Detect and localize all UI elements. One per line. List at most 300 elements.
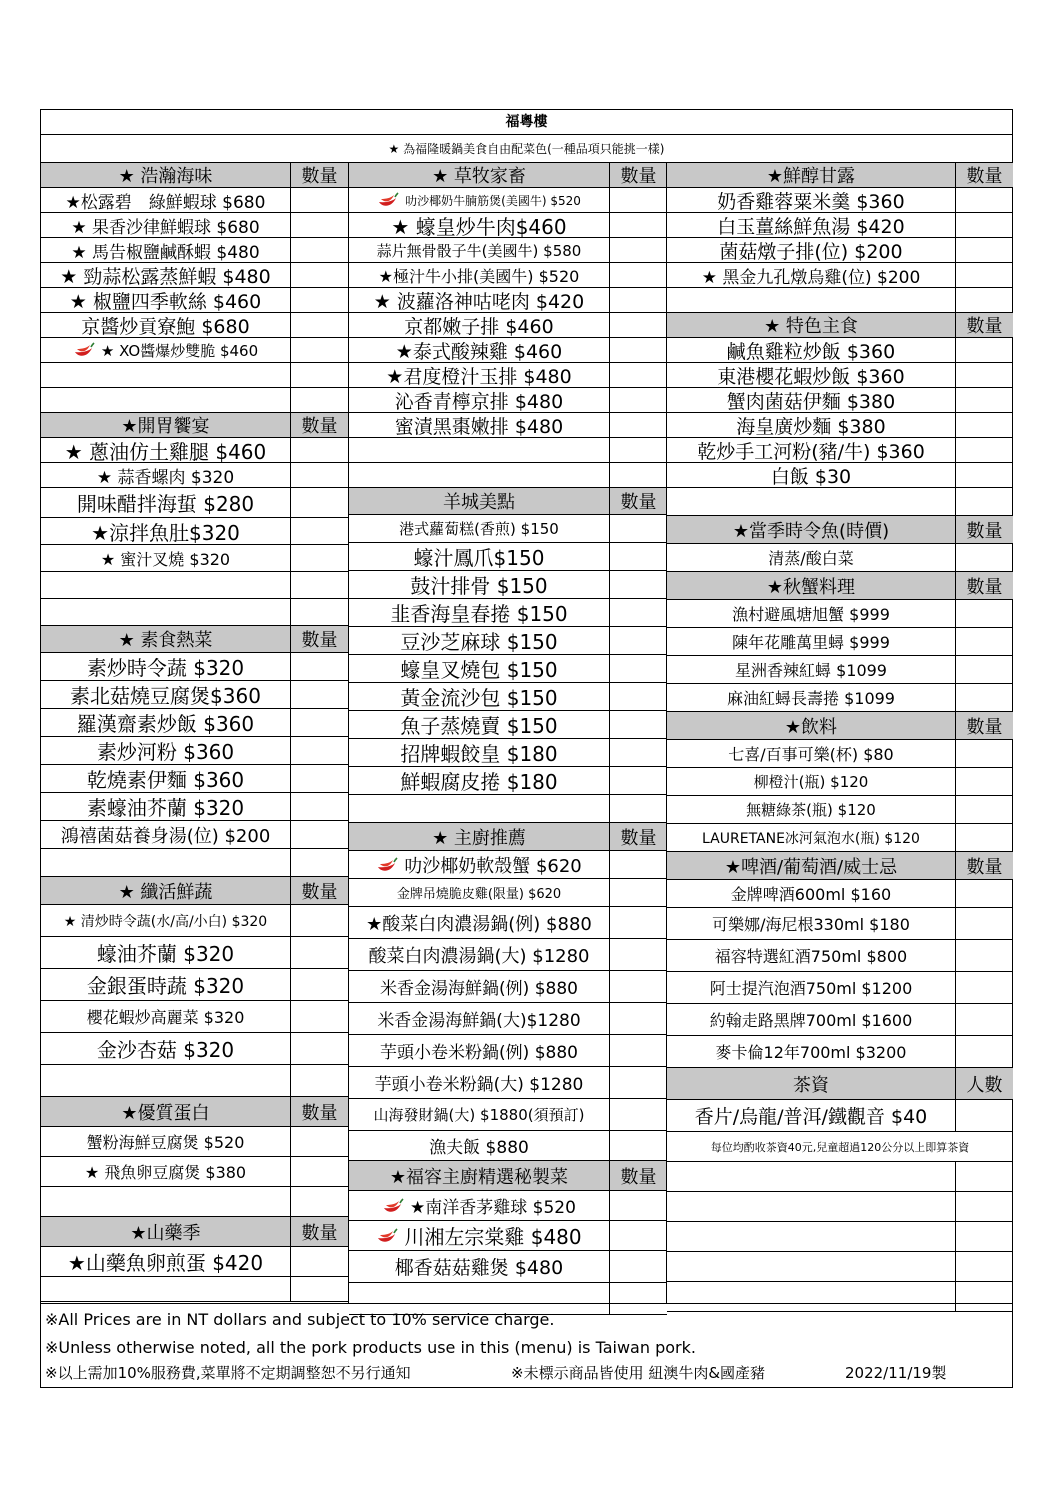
menu-item: [349, 1221, 609, 1251]
quantity-header: 數量: [290, 877, 348, 905]
quantity-field[interactable]: [290, 488, 348, 518]
menu-item: [41, 518, 290, 545]
quantity-field[interactable]: [290, 338, 348, 363]
menu-item: [667, 338, 955, 363]
quantity-field[interactable]: [290, 518, 348, 545]
quantity-field[interactable]: [955, 363, 1013, 388]
quantity-field[interactable]: [955, 544, 1013, 572]
quantity-header: 數量: [955, 572, 1013, 600]
menu-item-name: 素炒時令蔬 $320: [86, 656, 245, 680]
quantity-field[interactable]: [955, 656, 1013, 684]
section-header: [667, 572, 955, 600]
quantity-field[interactable]: [609, 238, 667, 263]
quantity-field[interactable]: [955, 1100, 1013, 1132]
quantity-field[interactable]: [609, 1003, 667, 1035]
menu-sheet: [40, 109, 1013, 1388]
quantity-field[interactable]: [609, 263, 667, 288]
quantity-field[interactable]: [609, 767, 667, 795]
quantity-header: 數量: [955, 712, 1013, 740]
section-header-label: 羊城美點: [443, 492, 515, 513]
section-header-label: ★ 草牧家畜: [432, 166, 526, 187]
quantity-field[interactable]: [290, 238, 348, 263]
quantity-field[interactable]: [290, 313, 348, 338]
menu-item-name: 黃金流沙包 $150: [400, 686, 558, 710]
quantity-field[interactable]: [290, 905, 348, 937]
menu-item: [41, 1001, 290, 1033]
blank-row: [41, 388, 290, 413]
quantity-field[interactable]: [955, 1004, 1013, 1036]
section-header: [667, 163, 955, 188]
menu-item: [667, 413, 955, 438]
menu-item: [349, 338, 609, 363]
quantity-field[interactable]: [290, 681, 348, 709]
quantity-field[interactable]: [609, 1067, 667, 1099]
menu-item: [41, 765, 290, 793]
menu-item: [349, 543, 609, 571]
quantity-field[interactable]: [290, 263, 348, 288]
menu-item: [349, 263, 609, 288]
menu-item-name: 素北菇燒豆腐煲$360: [70, 684, 261, 708]
quantity-field[interactable]: [609, 388, 667, 413]
menu-item-name: 乾燒素伊麵 $360: [86, 768, 245, 792]
quantity-header: 數量: [955, 852, 1013, 880]
menu-item: [349, 683, 609, 711]
quantity-header: 數量: [290, 1097, 348, 1127]
menu-item: [349, 655, 609, 683]
menu-item: [667, 824, 955, 852]
menu-item-name: 叻沙椰奶牛腩筋煲(美國牛) $520: [405, 193, 581, 208]
quantity-field[interactable]: [609, 907, 667, 939]
quantity-field[interactable]: [290, 388, 348, 413]
quantity-field[interactable]: [609, 338, 667, 363]
menu-item: [349, 313, 609, 338]
menu-item: [349, 413, 609, 438]
menu-item-name: 阿士提汽泡酒750ml $1200: [709, 979, 913, 998]
section-header-label: ★啤酒/葡萄酒/威士忌: [724, 856, 898, 878]
section-header-label: ★飲料: [784, 716, 838, 738]
quantity-field[interactable]: [609, 213, 667, 238]
quantity-field[interactable]: [290, 1127, 348, 1157]
section-header-label: ★ 浩瀚海味: [118, 166, 213, 187]
section-header-label: ★ 主廚推薦: [432, 827, 526, 849]
menu-item: [667, 740, 955, 768]
menu-item: [349, 851, 609, 879]
tea-note: [667, 1132, 1013, 1162]
quantity-field[interactable]: [290, 1187, 348, 1217]
section-header-label: 茶資: [793, 1074, 829, 1096]
quantity-field[interactable]: [955, 628, 1013, 656]
quantity-field[interactable]: [609, 795, 667, 823]
quantity-header: 數量: [609, 488, 667, 515]
quantity-field[interactable]: [955, 768, 1013, 796]
menu-item: [349, 1067, 609, 1099]
section-header: [349, 1161, 609, 1191]
blank-row: [667, 1222, 955, 1252]
note-chinese: [45, 1360, 946, 1387]
quantity-field[interactable]: [609, 188, 667, 213]
quantity-field[interactable]: [290, 363, 348, 388]
blank-row: [667, 488, 955, 516]
blank-row: [667, 1192, 955, 1222]
menu-item: [667, 880, 955, 908]
quantity-field[interactable]: [290, 653, 348, 681]
quantity-field[interactable]: [609, 851, 667, 879]
menu-item: [667, 438, 955, 463]
quantity-field[interactable]: [609, 571, 667, 599]
menu-item: [667, 188, 955, 213]
menu-item-name: 鴻禧菌菇養身湯(位) $200: [60, 825, 271, 847]
menu-item: [349, 1035, 609, 1067]
quantity-field[interactable]: [290, 1157, 348, 1187]
quantity-field[interactable]: [609, 413, 667, 438]
quantity-field[interactable]: [955, 824, 1013, 852]
menu-item-name: ★ XO醬爆炒雙脆 $460: [100, 341, 259, 360]
menu-item: [349, 971, 609, 1003]
menu-item: [667, 684, 955, 712]
quantity-field[interactable]: [955, 796, 1013, 824]
menu-item-name: ★ 勁蒜松露蒸鮮蝦 $480: [60, 265, 271, 288]
quantity-field[interactable]: [609, 543, 667, 571]
menu-item-name: 米香金湯海鮮鍋(大)$1280: [377, 1011, 581, 1031]
menu-item-name: 無糖綠茶(瓶) $120: [746, 801, 876, 819]
quantity-field[interactable]: [609, 363, 667, 388]
menu-item-name: LAURETANE冰河氣泡水(瓶) $120: [702, 830, 920, 847]
quantity-field[interactable]: [609, 438, 667, 463]
quantity-field[interactable]: [290, 213, 348, 238]
menu-item: [41, 1157, 290, 1187]
menu-item: [667, 796, 955, 824]
quantity-field[interactable]: [609, 971, 667, 1003]
quantity-field[interactable]: [290, 288, 348, 313]
menu-item: [41, 263, 290, 288]
menu-item-name: 蠔油芥蘭 $320: [96, 942, 235, 966]
menu-item-name: ★ 果香沙律鮮蝦球 $680: [71, 217, 260, 238]
quantity-field[interactable]: [290, 572, 348, 599]
menu-item: [667, 972, 955, 1004]
quantity-field[interactable]: [955, 1192, 1013, 1222]
quantity-field[interactable]: [955, 1252, 1013, 1282]
quantity-field[interactable]: [290, 545, 348, 572]
quantity-field[interactable]: [609, 463, 667, 488]
menu-item: [667, 940, 955, 972]
quantity-field[interactable]: [955, 263, 1013, 288]
menu-item-name: ★ 蔥油仿土雞腿 $460: [64, 439, 267, 463]
section-header: [349, 163, 609, 188]
quantity-header: 數量: [609, 823, 667, 851]
menu-item-name: 京都嫩子排 $460: [404, 315, 554, 338]
quantity-field[interactable]: [609, 739, 667, 767]
menu-item-name: 乾炒手工河粉(豬/牛) $360: [697, 440, 925, 463]
quantity-field[interactable]: [290, 821, 348, 849]
menu-item-name: 蟹肉菌菇伊麵 $380: [726, 390, 896, 413]
note-pork-origin: ※Unless otherwise noted, all the pork products use in this (menu) is Taiwan pork.: [45, 1338, 696, 1357]
quantity-field[interactable]: [955, 600, 1013, 628]
quantity-field[interactable]: [955, 388, 1013, 413]
menu-item-name: ★ 清炒時令蔬(水/高/小白) $320: [63, 913, 268, 930]
section-header: [667, 516, 955, 544]
menu-item: [349, 939, 609, 971]
quantity-field[interactable]: [290, 599, 348, 626]
quantity-field[interactable]: [290, 849, 348, 877]
quantity-field[interactable]: [955, 288, 1013, 313]
menu-item: [667, 1100, 955, 1132]
section-header-label: ★ 素食熱菜: [118, 630, 213, 651]
menu-item: [41, 188, 290, 213]
quantity-field[interactable]: [290, 1247, 348, 1277]
menu-item: [349, 907, 609, 939]
menu-item: [349, 213, 609, 238]
menu-item: [41, 438, 290, 463]
quantity-field[interactable]: [955, 1162, 1013, 1192]
quantity-field[interactable]: [609, 515, 667, 543]
note-service-charge: ※All Prices are in NT dollars and subject to 10% service charge.: [45, 1310, 555, 1329]
quantity-field[interactable]: [290, 709, 348, 737]
menu-item: [349, 238, 609, 263]
section-header: [667, 313, 955, 338]
menu-item: [41, 905, 290, 937]
menu-item: [41, 213, 290, 238]
quantity-field[interactable]: [955, 488, 1013, 516]
menu-item-name: 豆沙芝麻球 $150: [400, 630, 558, 654]
menu-item-name: ★君度橙汁玉排 $480: [386, 365, 572, 388]
menu-item-name: 羅漢齋素炒飯 $360: [76, 712, 255, 736]
blank-row: [41, 599, 290, 626]
menu-item-name: 鼓汁排骨 $150: [410, 574, 548, 598]
menu-item-name: 港式蘿蔔糕(香煎) $150: [399, 520, 559, 538]
section-header-label: ★福容主廚精選秘製菜: [389, 1166, 569, 1188]
quantity-field[interactable]: [609, 655, 667, 683]
section-header: [667, 712, 955, 740]
section-header-label: ★秋蟹料理: [766, 576, 856, 598]
menu-item-name: 素炒河粉 $360: [96, 740, 235, 764]
quantity-field[interactable]: [955, 438, 1013, 463]
quantity-field[interactable]: [609, 1221, 667, 1251]
menu-item: [667, 908, 955, 940]
menu-item-name: 漁村避風塘旭蟹 $999: [732, 605, 890, 624]
quantity-field[interactable]: [290, 1001, 348, 1033]
menu-item: [41, 1127, 290, 1157]
menu-item-name: 韭香海皇春捲 $150: [390, 602, 568, 626]
menu-column-3: [666, 163, 1013, 1303]
footer-notes: [41, 1303, 1012, 1389]
menu-item-name: 可樂娜/海尼根330ml $180: [712, 915, 910, 934]
section-header: [349, 823, 609, 851]
quantity-field[interactable]: [955, 972, 1013, 1004]
quantity-field[interactable]: [290, 737, 348, 765]
quantity-field[interactable]: [290, 793, 348, 821]
menu-item-name: 白玉薑絲鮮魚湯 $420: [717, 215, 905, 238]
quantity-field[interactable]: [955, 684, 1013, 712]
menu-item: [349, 767, 609, 795]
menu-item-name: 開味醋拌海蜇 $280: [76, 492, 255, 516]
quantity-field[interactable]: [290, 188, 348, 213]
menu-item-name: 魚子蒸燒賣 $150: [400, 714, 558, 738]
section-header: [41, 1217, 290, 1247]
quantity-field[interactable]: [609, 599, 667, 627]
chili-pepper-icon: [73, 342, 95, 358]
quantity-field[interactable]: [955, 740, 1013, 768]
quantity-field[interactable]: [609, 1035, 667, 1067]
menu-item-name: ★ 飛魚卵豆腐煲 $380: [84, 1163, 247, 1182]
menu-item: [349, 599, 609, 627]
menu-item-name: 叻沙椰奶軟殼蟹 $620: [404, 855, 582, 877]
menu-item: [667, 1004, 955, 1036]
menu-item: [349, 571, 609, 599]
menu-item: [41, 709, 290, 737]
menu-title: 福粵樓: [41, 110, 1012, 135]
menu-column-2: [348, 163, 667, 1303]
quantity-header: 數量: [290, 626, 348, 653]
menu-item-name: ★ 椒鹽四季軟絲 $460: [69, 290, 262, 313]
menu-item: [667, 363, 955, 388]
section-header: [667, 852, 955, 880]
menu-item-name: 金銀蛋時蔬 $320: [86, 974, 245, 998]
menu-item-name: 酸菜白肉濃湯鍋(大) $1280: [368, 945, 590, 967]
menu-item-name: 海皇廣炒麵 $380: [736, 415, 886, 438]
menu-item-name: 菌菇燉子排(位) $200: [719, 240, 903, 263]
section-header-label: ★ 特色主食: [764, 316, 858, 337]
menu-item-name: 蜜漬黑棗嫩排 $480: [394, 415, 564, 438]
menu-item-name: ★ 馬告椒鹽鹹酥蝦 $480: [71, 242, 260, 263]
menu-item-name: 清蒸/酸白菜: [768, 549, 854, 568]
menu-item: [349, 1099, 609, 1131]
blank-row: [41, 1065, 290, 1097]
menu-item-name: 七喜/百事可樂(杯) $80: [728, 745, 894, 764]
quantity-header: 數量: [955, 163, 1013, 188]
menu-item-name: 星洲香辣紅蟳 $1099: [735, 661, 887, 680]
menu-item: [349, 739, 609, 767]
quantity-field[interactable]: [609, 1131, 667, 1161]
quantity-field[interactable]: [609, 1251, 667, 1283]
menu-item: [667, 656, 955, 684]
menu-item: [667, 1036, 955, 1068]
menu-item: [349, 711, 609, 739]
menu-item-name: 福容特選紅酒750ml $800: [714, 947, 908, 966]
quantity-field[interactable]: [609, 939, 667, 971]
menu-item-name: 芋頭小卷米粉鍋(大) $1280: [374, 1075, 584, 1095]
quantity-field[interactable]: [290, 1033, 348, 1065]
section-header-label: ★優質蛋白: [121, 1102, 210, 1124]
menu-item: [41, 681, 290, 709]
menu-item-name: 蠔皇叉燒包 $150: [400, 658, 558, 682]
quantity-field[interactable]: [290, 765, 348, 793]
menu-item-name: 招牌蝦餃皇 $180: [400, 742, 558, 766]
note-service-zh: ※以上需加10%服務費,菜單將不定期調整恕不另行通知: [45, 1364, 411, 1382]
menu-item: [349, 363, 609, 388]
menu-item: [667, 463, 955, 488]
quantity-field[interactable]: [609, 313, 667, 338]
menu-item-name: 蠔汁鳳爪$150: [413, 546, 545, 570]
quantity-field[interactable]: [955, 188, 1013, 213]
section-header: [41, 1097, 290, 1127]
quantity-field[interactable]: [955, 413, 1013, 438]
quantity-field[interactable]: [290, 463, 348, 488]
blank-row: [349, 463, 609, 488]
menu-item: [667, 768, 955, 796]
section-header: [41, 163, 290, 188]
quantity-field[interactable]: [955, 213, 1013, 238]
quantity-field[interactable]: [290, 438, 348, 463]
note-date: 2022/11/19製: [845, 1364, 947, 1382]
menu-item-name: 金牌啤酒600ml $160: [730, 885, 892, 904]
quantity-field[interactable]: [955, 940, 1013, 972]
quantity-field[interactable]: [609, 288, 667, 313]
menu-item: [349, 388, 609, 413]
section-header: [41, 413, 290, 438]
blank-row: [41, 1277, 290, 1302]
blank-row: [667, 1162, 955, 1192]
menu-item-name: 東港櫻花蝦炒飯 $360: [717, 365, 905, 388]
quantity-field[interactable]: [955, 1036, 1013, 1068]
menu-item-name: 蒜片無骨骰子牛(美國牛) $580: [376, 241, 582, 260]
menu-item: [41, 937, 290, 969]
section-header-label: ★ 纖活鮮蔬: [118, 881, 213, 903]
quantity-field[interactable]: [290, 1065, 348, 1097]
quantity-field[interactable]: [290, 937, 348, 969]
menu-item-name: 椰香菇菇雞煲 $480: [394, 1257, 564, 1279]
menu-item-name: 奶香雞蓉粟米羹 $360: [717, 190, 905, 213]
section-header-label: ★山藥季: [130, 1222, 201, 1244]
quantity-field[interactable]: [955, 880, 1013, 908]
section-header-label: ★當季時令魚(時價): [732, 520, 890, 542]
menu-item: [667, 213, 955, 238]
menu-column-1: [41, 163, 348, 1303]
menu-item: [667, 238, 955, 263]
menu-item-name: 麥卡倫12年700ml $3200: [715, 1043, 907, 1062]
menu-item-name: ★ 蒜香螺肉 $320: [96, 467, 235, 488]
quantity-field[interactable]: [609, 879, 667, 907]
menu-item-name: ★酸菜白肉濃湯鍋(例) $880: [366, 913, 592, 935]
menu-item: [667, 263, 955, 288]
menu-item-name: 約翰走路黑牌700ml $1600: [709, 1011, 913, 1030]
quantity-field[interactable]: [609, 1099, 667, 1131]
menu-item: [41, 238, 290, 263]
quantity-field[interactable]: [955, 908, 1013, 940]
blank-row: [41, 363, 290, 388]
quantity-field[interactable]: [609, 1191, 667, 1221]
note-beef-origin: ※未標示商品皆使用 紐澳牛肉&國產豬: [511, 1364, 766, 1382]
menu-item: [667, 388, 955, 413]
menu-item-name: 漁夫飯 $880: [429, 1138, 529, 1158]
menu-item-name: 金沙杏菇 $320: [96, 1038, 235, 1062]
menu-item: [41, 1033, 290, 1065]
menu-item: [41, 653, 290, 681]
quantity-field[interactable]: [290, 1277, 348, 1302]
menu-item: [41, 737, 290, 765]
quantity-field[interactable]: [955, 1222, 1013, 1252]
quantity-field[interactable]: [609, 711, 667, 739]
menu-item: [667, 600, 955, 628]
menu-item-name: ★ 黑金九孔燉烏雞(位) $200: [701, 267, 921, 288]
menu-item: [41, 463, 290, 488]
menu-item-name: ★泰式酸辣雞 $460: [395, 340, 563, 363]
quantity-field[interactable]: [955, 238, 1013, 263]
quantity-header: 數量: [609, 163, 667, 188]
quantity-field[interactable]: [290, 969, 348, 1001]
menu-item: [41, 1247, 290, 1277]
quantity-field[interactable]: [609, 683, 667, 711]
quantity-field[interactable]: [955, 463, 1013, 488]
quantity-field[interactable]: [609, 627, 667, 655]
menu-item: [349, 1251, 609, 1283]
menu-item-name: ★南洋香茅雞球 $520: [410, 1198, 576, 1218]
blank-row: [41, 849, 290, 877]
menu-item-name: 山海發財鍋(大) $1880(須預訂): [373, 1106, 585, 1124]
quantity-field[interactable]: [955, 338, 1013, 363]
menu-item-name: 櫻花蝦炒高麗菜 $320: [86, 1008, 245, 1027]
section-header: [349, 488, 609, 515]
section-header-label: ★開胃饗宴: [121, 416, 210, 437]
